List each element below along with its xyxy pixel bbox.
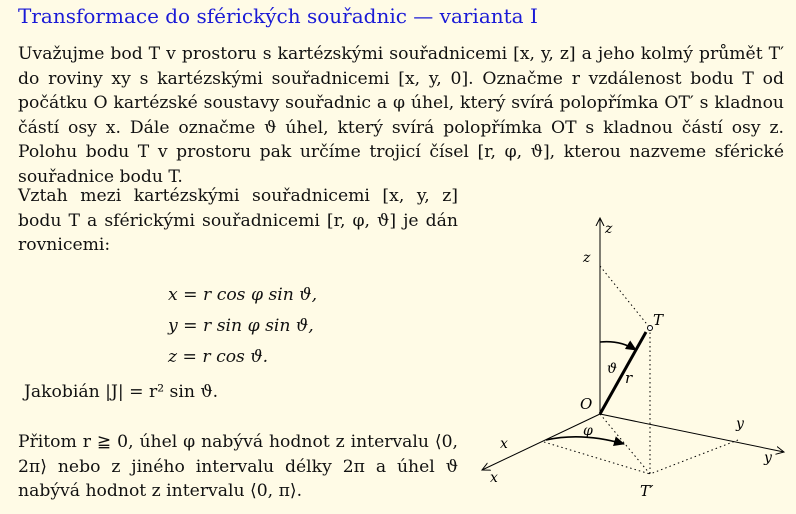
projection-x-to-T-prime	[544, 442, 650, 474]
axis-z-label: z	[605, 221, 613, 237]
page-title: Transformace do sférických souřadnic — varianta I	[18, 4, 538, 28]
equation-block	[168, 280, 317, 373]
radius-label: r	[625, 369, 633, 387]
equation-y: y = r sin φ sin ϑ,	[168, 316, 314, 336]
theta-arc	[600, 342, 636, 350]
y-axis	[600, 414, 784, 452]
tick-y-label: y	[736, 416, 744, 432]
axis-y-label: y	[764, 450, 772, 466]
point-T-prime-label: T′	[640, 482, 654, 500]
spherical-coordinates-diagram	[470, 206, 796, 506]
point-T-label: T	[653, 311, 664, 329]
origin-label: O	[580, 395, 593, 413]
equation-z: z = r cos ϑ.	[168, 347, 269, 367]
projection-z-to-T	[600, 266, 650, 328]
range-note: Přitom r ≧ 0, úhel φ nabývá hodnot z intervalu ⟨0, 2π⟩ nebo z jiného intervalu délky 2π a úhel ϑ nabývá hodnot z intervalu ⟨0, π⟩.	[18, 432, 458, 501]
relation-text: Vztah mezi kartézskými souřadnicemi [x, y, z] bodu T a sférickými souřadnicemi [r, φ, ϑ] je dán rovnicemi:	[18, 186, 458, 255]
projection-y-to-T-prime	[650, 440, 738, 474]
point-T-marker	[648, 326, 653, 331]
tick-z-label: z	[583, 250, 591, 266]
theta-label: ϑ	[607, 361, 618, 377]
intro-paragraph: Uvažujme bod T v prostoru s kartézskými souřadnicemi [x, y, z] a jeho kolmý průmět T′ do roviny xy s kartézskými souřadnicemi [x, y, 0]. Označme r vzdálenost bodu T od počátku O kartézské soustavy souřadnic a φ úhel, který svírá polopřímka OT′ s kladnou částí osy x. Dále označme ϑ úhel, který svírá polopřímka OT s kladnou částí osy z. Polohu bodu T v prostoru pak určíme trojicí čísel [r, φ, ϑ], kterou nazveme sférické souřadnice bodu T.	[18, 44, 784, 187]
axis-x-label: x	[490, 470, 498, 486]
phi-label: φ	[583, 423, 593, 439]
jacobian-text: Jakobián |J| = r² sin ϑ.	[24, 382, 219, 402]
equation-x: x = r cos φ sin ϑ,	[168, 285, 318, 305]
tick-x-label: x	[500, 436, 508, 452]
